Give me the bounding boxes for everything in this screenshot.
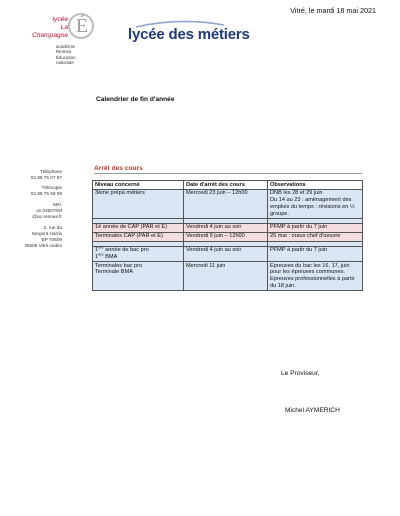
level-cell <box>93 246 184 262</box>
letter-date: Vitré, le mardi 18 mai 2021 <box>290 6 376 15</box>
phone-number: 02 99 75 07 97 <box>30 175 62 180</box>
table-row <box>93 223 363 232</box>
address-block <box>0 225 62 249</box>
observations-cell <box>268 189 363 218</box>
header-date: Date d'arrêt des cours <box>184 181 268 190</box>
mail-label: Mél. <box>53 202 62 207</box>
address-line: 2, rue du <box>43 225 62 230</box>
level-line: 1ère BMA <box>95 252 118 260</box>
observations-cell <box>268 262 363 291</box>
table-row <box>93 246 363 262</box>
mail-line: ce.0350709f <box>36 208 62 213</box>
level-line: 1ère année de bac pro <box>95 245 149 254</box>
date-cell: Mercredi 11 juin <box>184 262 268 291</box>
mail-block <box>0 202 62 220</box>
mail-line: @ac-rennes.fr <box>32 214 62 219</box>
level-cell: 1è année de CAP (PAR et E) <box>93 223 184 232</box>
address-line: Sergent Harris <box>31 231 62 236</box>
observation-line: Du 14 au 23 : aménagement des emplois du temps : révisions en ½ groupe. <box>270 197 355 217</box>
level-line: Terminale BMA <box>95 269 133 276</box>
date-cell: Mercredi 23 juin – 12h00 <box>184 189 268 218</box>
observations-cell: PFMP à partir du 7 juin <box>268 246 363 262</box>
table-row <box>93 189 363 218</box>
header-level: Niveau concerné <box>93 181 184 190</box>
table-header-row <box>93 181 363 190</box>
fax-number: 02 99 75 58 08 <box>30 191 62 196</box>
section-divider <box>94 173 362 174</box>
level-cell <box>93 262 184 291</box>
date-cell: Vendredi 4 juin au soir <box>184 246 268 262</box>
school-logo-line: lycée <box>52 16 68 23</box>
address-line: 35506 Vitré cedex <box>24 243 62 248</box>
observation-line: DNB les 28 et 29 juin <box>270 190 323 197</box>
header-observations: Observations <box>268 181 363 190</box>
level-cell: 3ème prépa métiers <box>93 189 184 218</box>
phone-block <box>0 169 62 181</box>
table-row <box>93 232 363 241</box>
observations-cell: PFMP à partir du 7 juin <box>268 223 363 232</box>
observation-line: Epreuves professionnelles à partir du 18 juin. <box>270 276 355 290</box>
fax-label: Télécopie <box>41 185 62 190</box>
section-title: Arrêt des cours <box>94 165 143 172</box>
phone-label: Téléphone <box>39 169 62 174</box>
academy-logo-text <box>56 44 76 66</box>
observation-line: Epreuves du bac les 16, 17, juin pour les épreuves communes. <box>270 262 350 276</box>
signature-name: Michel AYMERICH <box>285 407 340 414</box>
schedule-table <box>92 180 363 291</box>
date-cell: Vendredi 4 juin au soir <box>184 223 268 232</box>
document-title: Calendrier de fin d'année <box>96 96 175 103</box>
logo-e-icon: É <box>75 15 89 37</box>
fax-block <box>0 185 62 197</box>
academy-line: académie <box>56 44 76 49</box>
level-cell: Terminales CAP (PAR et E) <box>93 232 184 241</box>
school-logo-line: La Champagne <box>32 24 68 39</box>
level-line: Terminales bac pro <box>95 262 143 269</box>
observations-cell: 26 mai : oraux chef d'oeuvre <box>268 232 363 241</box>
address-line: BP 70609 <box>41 237 62 242</box>
lycee-des-metiers-logo: lycée des métiers <box>128 26 250 43</box>
academy-line: nationale <box>56 60 74 66</box>
signature-role: Le Proviseur, <box>281 370 320 377</box>
academy-line: Éducation <box>56 54 76 60</box>
academy-line: Rennes <box>56 49 72 55</box>
school-logo-name <box>30 16 68 40</box>
date-cell: Vendredi 9 juin – 12h00 <box>184 232 268 241</box>
table-row <box>93 262 363 291</box>
